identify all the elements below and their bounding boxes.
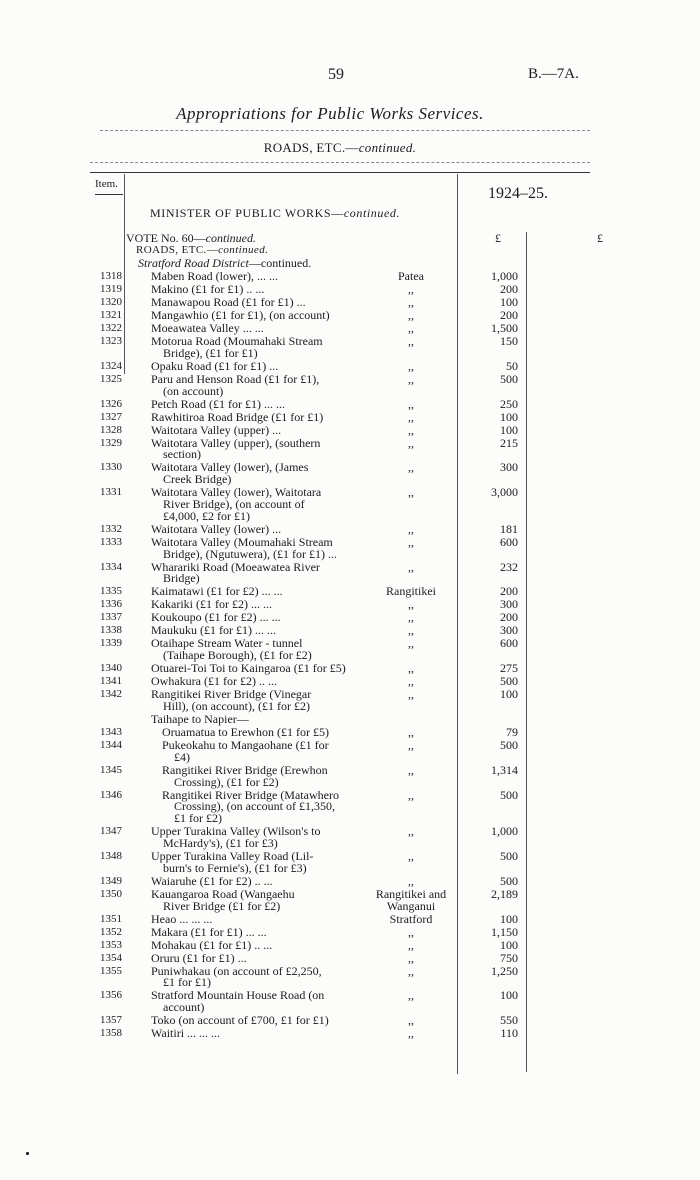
item-number: 1318 — [100, 270, 122, 282]
item-number: 1340 — [100, 662, 122, 675]
amount: 110 — [500, 1026, 518, 1041]
item-number: 1348 — [100, 850, 122, 862]
amount: 600 — [500, 636, 518, 651]
district-heading: Stratford Road District—continued. — [138, 256, 312, 270]
item-number: 1347 — [100, 825, 122, 838]
table-row — [0, 689, 700, 713]
item-description — [151, 521, 381, 536]
electoral-district: ,, — [408, 738, 414, 752]
table-row — [0, 358, 700, 373]
description-line: River Bridge), (on account of — [163, 496, 305, 511]
table-row — [0, 963, 700, 990]
table-row — [0, 990, 700, 1014]
electoral-district: ,, — [408, 358, 414, 373]
amount: 275 — [500, 661, 518, 676]
table-row — [0, 599, 700, 611]
electoral-district: Rangitikei and Wanganui — [375, 886, 447, 913]
description-line: Waitotara Valley (upper), (southern — [151, 435, 321, 450]
table-row — [0, 911, 700, 926]
amount: 3,000 — [491, 485, 518, 500]
item-description — [151, 336, 381, 360]
table-row — [0, 534, 700, 561]
item-number: 1321 — [100, 309, 122, 321]
item-number: 1336 — [100, 598, 122, 611]
description-line: Kauangaroa Road (Wangaehu — [151, 886, 295, 901]
item-number: 1346 — [100, 788, 122, 801]
description-line: Petch Road (£1 for £1) ... ... — [151, 396, 285, 411]
table-row — [0, 409, 700, 424]
electoral-district: ,, — [408, 725, 414, 739]
description-line: Bridge) — [163, 571, 200, 586]
amount: 1,150 — [491, 924, 518, 939]
currency-label-1: £ — [495, 231, 501, 245]
electoral-district: ,, — [408, 371, 414, 386]
amount: 100 — [500, 937, 518, 952]
table-row — [0, 396, 700, 411]
electoral-district: ,, — [408, 295, 414, 309]
electoral-district: ,, — [408, 409, 414, 424]
table-row — [0, 924, 700, 939]
electoral-district: Stratford — [389, 911, 433, 926]
item-description — [151, 559, 381, 586]
electoral-district: ,, — [408, 1013, 414, 1028]
item-description — [151, 487, 381, 522]
electoral-district: ,, — [408, 321, 414, 335]
amount: 200 — [500, 282, 518, 296]
description-line: Moeawatea Valley ... ... — [151, 321, 264, 335]
description-line: Waitotara Valley (upper) ... — [151, 422, 282, 437]
item-number: 1351 — [100, 912, 122, 925]
item-number: 1338 — [100, 624, 122, 637]
electoral-district: ,, — [408, 485, 414, 500]
item-description — [151, 963, 381, 990]
electoral-district: ,, — [408, 849, 414, 863]
amount: 1,000 — [491, 269, 518, 283]
electoral-district: ,, — [408, 762, 414, 777]
item-description — [151, 886, 381, 913]
amount: 215 — [500, 435, 518, 450]
electoral-district: ,, — [408, 435, 414, 450]
document-code: B.—7A. — [528, 66, 579, 82]
description-line: Waitotara Valley (Moumahaki Stream — [151, 534, 333, 549]
table-row — [0, 762, 700, 789]
amount: 300 — [500, 460, 518, 475]
amount: 2,189 — [491, 886, 518, 901]
minister-heading: MINISTER OF PUBLIC WORKS—continued. — [150, 206, 401, 220]
electoral-district: ,, — [408, 396, 414, 411]
description-line: Mangawhio (£1 for £1), (on account) — [151, 308, 330, 322]
description-line: Wharariki Road (Moeawatea River — [151, 559, 320, 574]
description-line: Makara (£1 for £1) ... ... — [151, 924, 267, 939]
item-number: 1324 — [100, 359, 122, 372]
item-number: 1332 — [100, 522, 122, 535]
item-number: 1319 — [100, 283, 122, 295]
electoral-district: ,, — [408, 534, 414, 549]
electoral-district: ,, — [408, 674, 414, 689]
electoral-district: ,, — [408, 521, 414, 536]
item-description — [151, 422, 381, 437]
description-line: Rawhitiroa Road Bridge (£1 for £1) — [151, 409, 324, 424]
page-title: Appropriations for Public Works Services. — [176, 104, 484, 123]
electoral-district: ,, — [408, 873, 414, 888]
item-description — [151, 990, 381, 1014]
amount: 100 — [500, 988, 518, 1003]
roads-heading: ROADS, ETC.—continued. — [136, 244, 269, 256]
description-line: Makino (£1 for £1) .. ... — [151, 282, 265, 296]
description-line: Bridge), (Ngutuwera), (£1 for £1) ... — [163, 546, 337, 561]
electoral-district: ,, — [408, 687, 414, 702]
description-line: Kakariki (£1 for £2) ... ... — [151, 597, 272, 612]
item-number: 1354 — [100, 951, 122, 964]
electoral-district: ,, — [408, 1026, 414, 1041]
amount: 1,314 — [491, 762, 518, 777]
item-number: 1323 — [100, 335, 122, 347]
item-number: 1335 — [100, 585, 122, 598]
table-row — [0, 435, 700, 462]
item-description — [151, 534, 381, 561]
item-number: 1333 — [100, 535, 122, 548]
description-line: Hill), (on account), (£1 for £2) — [163, 698, 310, 713]
table-row — [0, 462, 700, 486]
item-number: 1330 — [100, 461, 122, 474]
title-rule — [100, 130, 590, 131]
description-line: Koukoupo (£1 for £2) ... ... — [151, 610, 281, 625]
table-row — [0, 586, 700, 598]
table-row — [0, 487, 700, 522]
electoral-district: ,, — [408, 334, 414, 348]
amount: 200 — [500, 308, 518, 322]
amount: 1,500 — [491, 321, 518, 335]
description-line: Mohakau (£1 for £1) .. ... — [151, 937, 273, 952]
table-row — [0, 663, 700, 675]
item-number: 1341 — [100, 675, 122, 688]
table-row — [0, 371, 700, 398]
description-line: Maukuku (£1 for £1) ... ... — [151, 623, 276, 638]
electoral-district: ,, — [408, 787, 414, 802]
electoral-district: ,, — [408, 559, 414, 574]
description-line: Creek Bridge) — [163, 472, 232, 487]
item-description — [151, 409, 381, 424]
table-row — [0, 521, 700, 536]
amount: 200 — [500, 584, 518, 599]
description-line: £1 for £2) — [174, 811, 222, 826]
table-row — [0, 727, 700, 739]
margin-mark — [26, 1152, 29, 1155]
item-number: 1342 — [100, 688, 122, 701]
item-number: 1339 — [100, 637, 122, 650]
section-title: ROADS, ETC.—continued. — [263, 140, 417, 155]
amount: 300 — [500, 623, 518, 638]
amount: 232 — [500, 559, 518, 574]
table-row — [0, 559, 700, 586]
table-row — [0, 323, 700, 335]
item-number: 1350 — [100, 887, 122, 900]
electoral-district: ,, — [408, 623, 414, 638]
item-description — [151, 950, 381, 965]
electoral-district: ,, — [408, 460, 414, 475]
amount: 500 — [500, 674, 518, 689]
item-number: 1345 — [100, 763, 122, 776]
description-line: Waitotara Valley (lower), (James — [151, 460, 309, 475]
description-line: £1 for £1) — [163, 975, 211, 990]
amount: 1,250 — [491, 963, 518, 978]
electoral-district: ,, — [408, 610, 414, 625]
amount: 100 — [500, 295, 518, 309]
table-row — [0, 787, 700, 826]
table-row — [0, 422, 700, 437]
description-line: Owhakura (£1 for £2) .. ... — [151, 674, 277, 689]
amount: 500 — [500, 849, 518, 863]
description-line: £4,000, £2 for £1) — [163, 508, 250, 523]
item-description — [151, 911, 381, 926]
item-number: 1329 — [100, 436, 122, 449]
item-description — [151, 873, 381, 888]
description-line: (Taihape Borough), (£1 for £2) — [163, 648, 312, 663]
description-line: Otaihape Stream Water - tunnel — [151, 636, 303, 651]
description-line: Maben Road (lower), ... ... — [151, 269, 278, 283]
description-line: Waitotara Valley (lower) ... — [151, 521, 282, 536]
item-number: 1352 — [100, 925, 122, 938]
electoral-district: ,, — [408, 937, 414, 952]
electoral-district: ,, — [408, 924, 414, 939]
description-line: (on account) — [163, 383, 224, 398]
description-line: Upper Turakina Valley Road (Lil- — [151, 849, 314, 863]
item-number: 1322 — [100, 322, 122, 334]
amount: 100 — [500, 409, 518, 424]
table-row — [0, 336, 700, 360]
currency-label-2: £ — [597, 231, 603, 245]
table-row — [0, 937, 700, 952]
table-row — [0, 271, 700, 283]
electoral-district: Rangitikei — [386, 584, 436, 599]
table-row — [0, 826, 700, 850]
item-number: 1344 — [100, 739, 122, 751]
item-number: 1358 — [100, 1027, 122, 1040]
item-description — [162, 762, 382, 789]
item-number: 1349 — [100, 874, 122, 887]
item-number: 1357 — [100, 1014, 122, 1027]
description-line: Waitotara Valley (lower), Waitotara — [151, 485, 322, 500]
item-description — [151, 358, 381, 373]
item-description — [162, 740, 382, 764]
electoral-district: ,, — [408, 988, 414, 1003]
amount: 100 — [500, 911, 518, 926]
description-line: Rangitikei River Bridge (Vinegar — [151, 687, 312, 702]
vote-heading: VOTE No. 60—continued. — [126, 231, 256, 245]
item-description — [151, 851, 381, 875]
description-line: Taihape to Napier— — [151, 712, 249, 726]
table-row — [0, 886, 700, 913]
description-line: Crossing), (£1 for £2) — [174, 774, 279, 789]
table-row — [0, 297, 700, 309]
description-line: Oruru (£1 for £1) ... — [151, 950, 247, 965]
item-description — [151, 462, 381, 486]
amount: 50 — [506, 358, 518, 373]
amount: 200 — [500, 610, 518, 625]
item-description — [151, 924, 381, 939]
description-line: Pukeokahu to Mangaohane (£1 for — [162, 738, 329, 752]
description-line: Kaimatawi (£1 for £2) ... ... — [151, 584, 283, 599]
electoral-district: ,, — [408, 308, 414, 322]
item-description — [151, 371, 381, 398]
description-line: Paru and Henson Road (£1 for £1), — [151, 371, 320, 386]
item-number: 1320 — [100, 296, 122, 308]
item-number: 1334 — [100, 560, 122, 573]
item-number: 1353 — [100, 938, 122, 951]
amount: 750 — [500, 950, 518, 965]
year-column-header: 1924–25. — [488, 185, 548, 202]
table-row — [0, 950, 700, 965]
table-row — [0, 1028, 700, 1040]
table-row — [0, 851, 700, 875]
electoral-district: ,, — [408, 282, 414, 296]
item-number: 1355 — [100, 964, 122, 977]
table-row — [0, 310, 700, 322]
description-line: Rangitikei River Bridge (Matawhero — [162, 787, 339, 802]
description-line: Crossing), (on account of £1,350, — [174, 799, 335, 814]
item-description — [151, 689, 381, 713]
item-header-rule — [95, 194, 123, 195]
table-row — [0, 740, 700, 764]
section-rule — [90, 162, 590, 163]
amount: 181 — [500, 521, 518, 536]
electoral-district: Patea — [398, 269, 424, 283]
description-line: burn's to Fernie's), (£1 for £3) — [163, 860, 307, 875]
item-number: 1327 — [100, 410, 122, 423]
item-description — [151, 638, 381, 662]
electoral-district: ,, — [408, 963, 414, 978]
electoral-district: ,, — [408, 597, 414, 612]
description-line: Rangitikei River Bridge (Erewhon — [162, 762, 328, 777]
description-line: section) — [163, 447, 201, 462]
description-line: Waitiri ... ... ... — [151, 1026, 221, 1041]
table-row — [0, 625, 700, 637]
item-number: 1337 — [100, 611, 122, 624]
electoral-district: ,, — [408, 422, 414, 437]
item-number: 1331 — [100, 486, 122, 499]
item-description — [151, 937, 381, 952]
page-number: 59 — [328, 66, 344, 83]
amount: 100 — [500, 422, 518, 437]
amount: 1,000 — [491, 824, 518, 839]
electoral-district: ,, — [408, 824, 414, 839]
amount: 300 — [500, 597, 518, 612]
table-top-rule — [90, 172, 590, 173]
amount: 500 — [500, 873, 518, 888]
amount: 550 — [500, 1013, 518, 1028]
description-line: Oruamatua to Erewhon (£1 for £5) — [162, 725, 329, 739]
item-description — [151, 826, 381, 850]
item-description — [151, 396, 381, 411]
description-line: Puniwhakau (on account of £2,250, — [151, 963, 322, 978]
description-line: Heao ... ... ... — [151, 911, 213, 926]
item-description — [162, 787, 382, 826]
item-column-header: Item. — [95, 178, 118, 190]
table-row — [0, 873, 700, 888]
description-line: Opaku Road (£1 for £1) ... — [151, 358, 279, 373]
description-line: Upper Turakina Valley (Wilson's to — [151, 824, 321, 839]
item-number: 1356 — [100, 989, 122, 1002]
table-row — [0, 676, 700, 688]
amount: 100 — [500, 687, 518, 702]
amount: 500 — [500, 738, 518, 752]
item-number: 1325 — [100, 372, 122, 385]
description-line: Manawapou Road (£1 for £1) ... — [151, 295, 306, 309]
description-line: Stratford Mountain House Road (on — [151, 988, 325, 1003]
amount: 600 — [500, 534, 518, 549]
table-row — [0, 714, 700, 726]
item-number: 1343 — [100, 726, 122, 738]
electoral-district: ,, — [408, 950, 414, 965]
item-description — [151, 1028, 381, 1040]
description-line: Motorua Road (Moumahaki Stream — [151, 334, 323, 348]
amount: 500 — [500, 371, 518, 386]
description-line: £4) — [174, 749, 190, 764]
table-row — [0, 638, 700, 662]
table-row — [0, 612, 700, 624]
electoral-district: ,, — [408, 636, 414, 651]
amount: 500 — [500, 787, 518, 802]
amount: 79 — [506, 725, 518, 739]
item-description — [151, 435, 381, 462]
amount: 150 — [500, 334, 518, 348]
description-line: Otuarei-Toi Toi to Kaingaroa (£1 for £5) — [151, 661, 346, 676]
description-line: McHardy's), (£1 for £3) — [163, 835, 278, 850]
electoral-district: ,, — [408, 661, 414, 676]
table-row — [0, 284, 700, 296]
description-line: account) — [163, 1000, 205, 1015]
table-row — [0, 1015, 700, 1027]
description-line: Waiaruhe (£1 for £2) .. ... — [151, 873, 273, 888]
item-number: 1326 — [100, 397, 122, 410]
description-line: Toko (on account of £700, £1 for £1) — [151, 1013, 329, 1028]
description-line: Bridge), (£1 for £1) — [163, 345, 258, 360]
description-line: River Bridge (£1 for £2) — [163, 898, 281, 913]
item-number: 1328 — [100, 423, 122, 436]
amount: 250 — [500, 396, 518, 411]
